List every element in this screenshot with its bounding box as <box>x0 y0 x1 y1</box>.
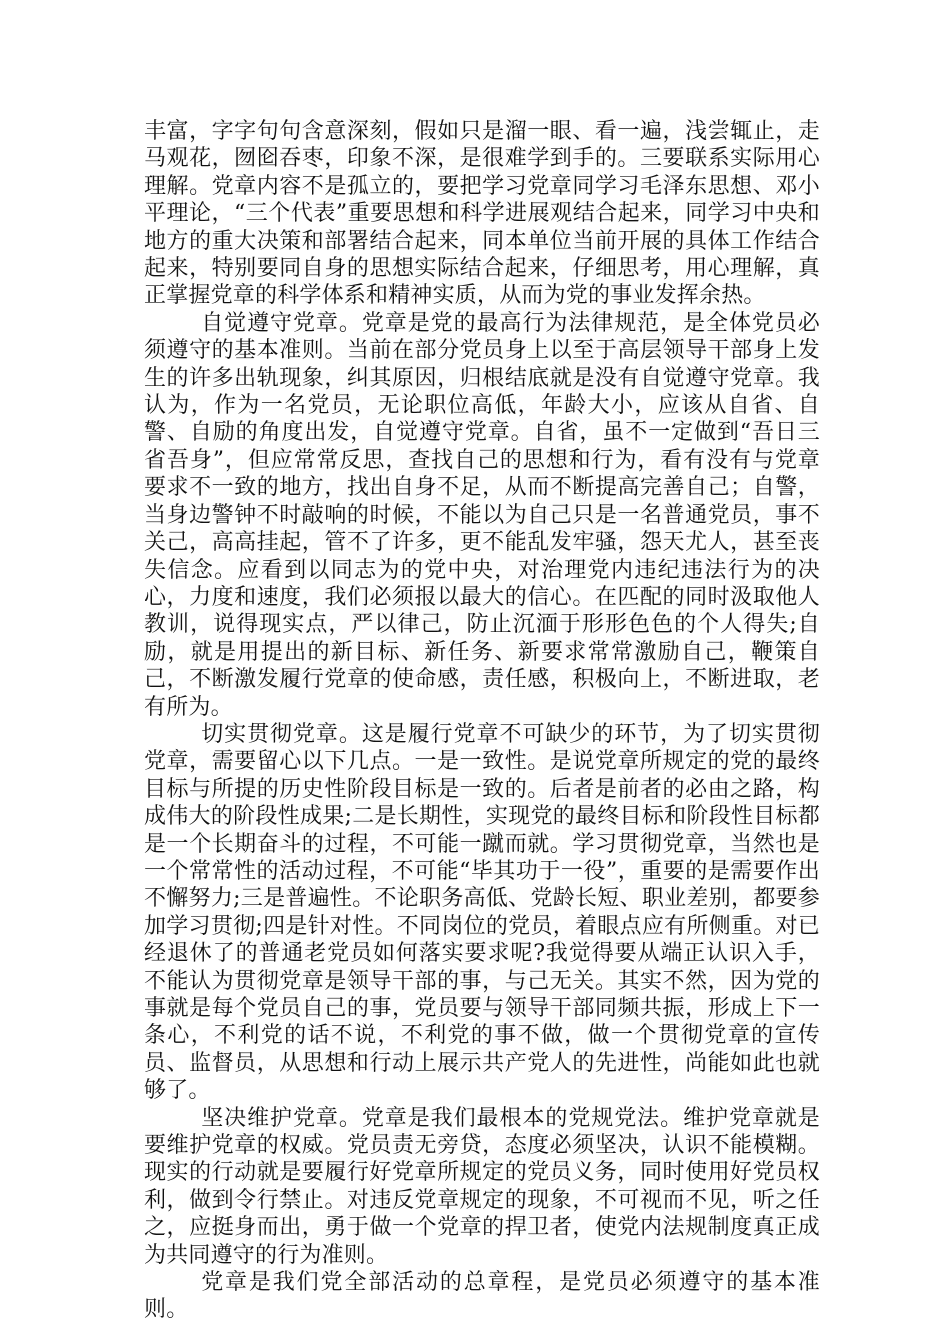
paragraph-defend-charter: 坚决维护党章。党章是我们最根本的党规党法。维护党章就是要维护党章的权威。党员责无旁贷，态度必须坚决，认识不能模糊。现实的行动就是要履行好党章所规定的党员义务，同时使用好党员权利，做到令行禁止。对违反党章规定的现象，不可视而不见，听之任之，应挺身而出，勇于做一个党章的捍卫者，使党内法规制度真正成为共同遵守的行为准则。 <box>144 1105 820 1268</box>
paragraph-observe-charter: 自觉遵守党章。党章是党的最高行为法律规范，是全体党员必须遵守的基本准则。当前在部分党员身上以至于高层领导干部身上发生的许多出轨现象，纠其原因，归根结底就是没有自觉遵守党章。我认为，作为一名党员，无论职位高低，年龄大小，应该从自省、自警、自励的角度出发，自觉遵守党章。自省，虽不一定做到“吾日三省吾身”，但应常常反思，查找自己的思想和行为，看有没有与党章要求不一致的地方，找出自身不足，从而不断提高完善自己；自警，当身边警钟不时敲响的时候，不能以为自己只是一名普通党员，事不关己，高高挂起，管不了许多，更不能乱发牢骚，怨天尤人，甚至丧失信念。应看到以同志为的党中央，对治理党内违纪违法行为的决心，力度和速度，我们必须报以最大的信心。在匹配的同时汲取他人教训，说得现实点，严以律己，防止沉湎于形形色色的个人得失;自励，就是用提出的新目标、新任务、新要求常常激励自己，鞭策自己，不断激发履行党章的使命感，责任感，积极向上，不断进取，老有所为。 <box>144 310 820 720</box>
paragraph-continuation: 丰富，字字句句含意深刻，假如只是溜一眼、看一遍，浅尝辄止，走马观花，囫囵吞枣，印象不深，是很难学到手的。三要联系实际用心理解。党章内容不是孤立的，要把学习党章同学习毛泽东思想、邓小平理论，“三个代表”重要思想和科学进展观结合起来，同学习中央和地方的重大决策和部署结合起来，同本单位当前开展的具体工作结合起来，特别要同自身的思想实际结合起来，仔细思考，用心理解，真正掌握党章的科学体系和精神实质，从而为党的事业发挥余热。 <box>144 119 820 309</box>
paragraph-conclusion: 党章是我们党全部活动的总章程，是党员必须遵守的基本准则。 <box>144 1270 820 1323</box>
paragraph-implement-charter: 切实贯彻党章。这是履行党章不可缺少的环节，为了切实贯彻党章，需要留心以下几点。一是一致性。是说党章所规定的党的最终目标与所提的历史性阶段目标是一致的。后者是前者的必由之路，构成伟大的阶段性成果;二是长期性，实现党的最终目标和阶段性目标都是一个长期奋斗的过程，不可能一蹴而就。学习贯彻党章，当然也是一个常常性的活动过程，不可能“毕其功于一役”，重要的是需要作出不懈努力;三是普遍性。不论职务高低、党龄长短、职业差别，都要参加学习贯彻;四是针对性。不同岗位的党员，着眼点应有所侧重。对已经退休了的普通老党员如何落实要求呢?我觉得要从端正认识入手，不能认为贯彻党章是领导干部的事，与己无关。其实不然，因为党的事就是每个党员自己的事，党员要与领导干部同频共振，形成上下一条心，不利党的话不说，不利党的事不做，做一个贯彻党章的宣传员、监督员，从思想和行动上展示共产党人的先进性，尚能如此也就够了。 <box>144 721 820 1104</box>
document-body <box>144 118 820 1324</box>
